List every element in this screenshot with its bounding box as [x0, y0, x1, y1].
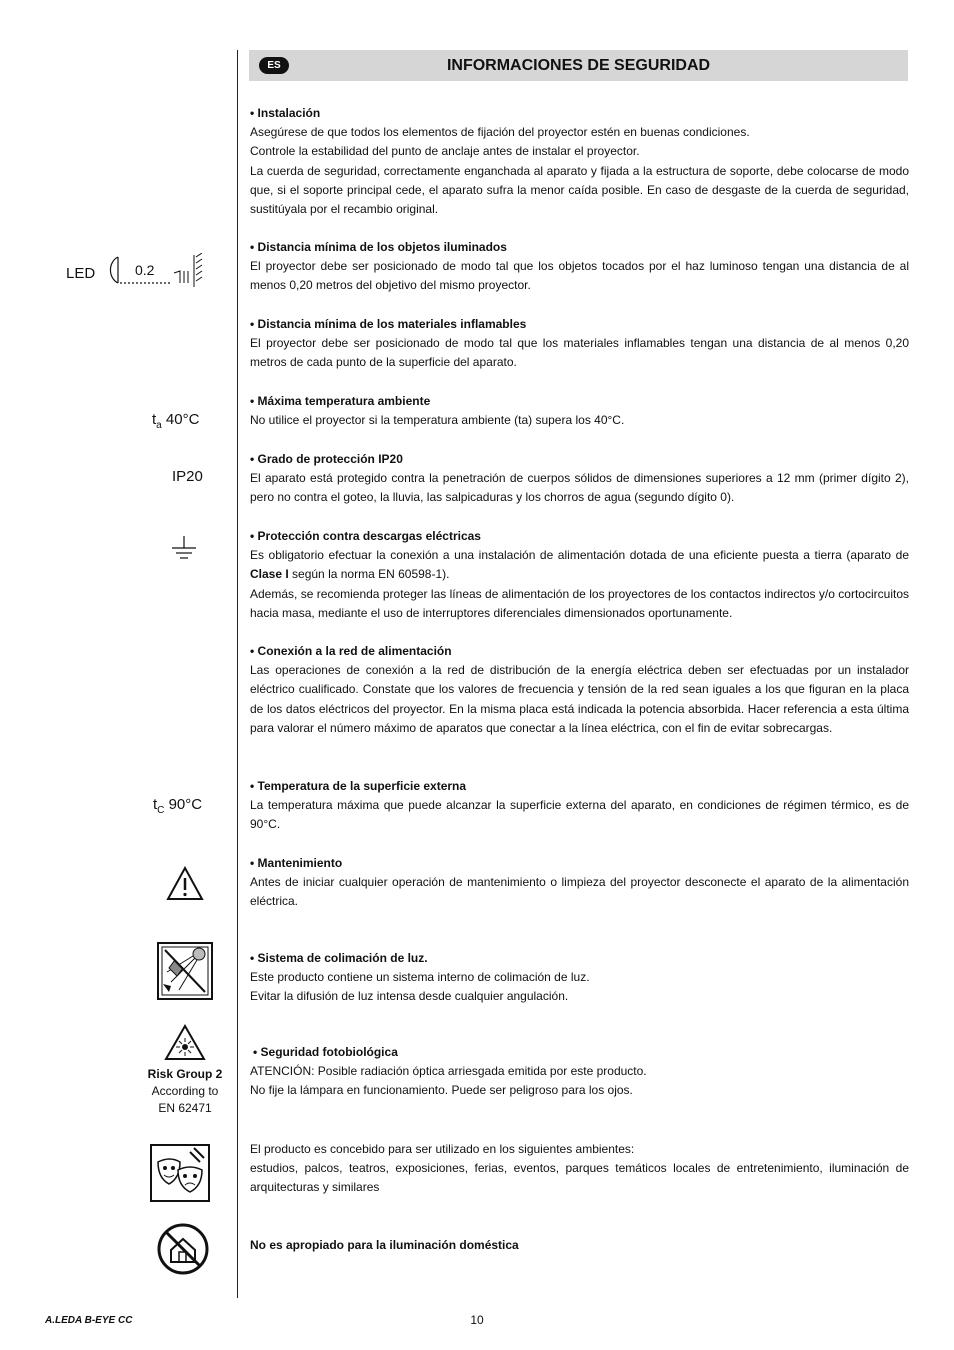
light-collimation-icon	[157, 942, 213, 1000]
section-instalacion	[250, 104, 909, 219]
section-conexion	[250, 642, 909, 738]
section-ambientes	[250, 1140, 909, 1198]
section-header	[249, 50, 908, 81]
footer-model: A.LEDA B-EYE CC	[45, 1315, 133, 1326]
tc-letter: t	[153, 796, 158, 813]
paragraph: El aparato está protegido contra la penetración de cuerpos sólidos de dimensiones superiores a 12 mm (primer dígito 2), pero no contra el goteo, la lluvia, las salpicaduras y los chorros de agua (segundo dígito 0).	[250, 471, 909, 505]
class-label: Clase I	[250, 567, 289, 582]
section-heading: No es apropiado para la iluminación doméstica	[250, 1238, 519, 1252]
page-number: 10	[470, 1313, 484, 1327]
led-distance-value: 0.2	[135, 262, 155, 278]
section-heading: • Conexión a la red de alimentación	[250, 644, 452, 658]
section-temp-ambiente	[250, 392, 909, 430]
paragraph: La temperatura máxima que puede alcanzar la superficie externa del aparato, en condiciones de régimen térmico, es de 90°C.	[250, 798, 909, 832]
not-for-domestic-use-icon	[156, 1222, 210, 1276]
section-heading: • Máxima temperatura ambiente	[250, 394, 431, 408]
ta-letter: t	[152, 411, 157, 428]
text-run: Es obligatorio efectuar la conexión a una instalación de alimentación dotada de una eficiente puesta a tierra (aparato de	[250, 548, 909, 563]
language-badge: ES	[259, 57, 289, 74]
led-distance-icon	[100, 253, 210, 289]
section-ip20	[250, 450, 909, 508]
section-heading: • Seguridad fotobiológica	[253, 1045, 398, 1059]
ip-rating-label: IP20	[172, 468, 203, 485]
ground-icon	[170, 536, 198, 564]
led-label: LED	[66, 265, 96, 282]
paragraph: ATENCIÓN: Posible radiación óptica arriesgada emitida por este producto.	[250, 1064, 647, 1079]
section-heading: • Temperatura de la superficie externa	[250, 779, 467, 793]
paragraph: Controle la estabilidad del punto de anclaje antes de instalar el proyector.	[250, 144, 640, 159]
risk-group-label: Risk Group 2	[147, 1067, 223, 1081]
ta-value: 40°C	[165, 411, 200, 428]
paragraph: La cuerda de seguridad, correctamente enganchada al aparato y fijada a la estructura de soporte, debe colocarse de modo que, si el soporte principal cede, el aparato sufra la menor caída posible. En caso de desgaste de la cuerda de seguridad, sustitúyala por el recambio original.	[250, 163, 909, 217]
paragraph: El proyector debe ser posicionado de modo tal que los materiales inflamables tengan una distancia de al menos 0,20 metros de cada punto de la superficie del aparato.	[250, 336, 909, 370]
paragraph: Evitar la difusión de luz intensa desde cualquier angulación.	[250, 989, 569, 1004]
page-title: INFORMACIONES DE SEGURIDAD	[446, 57, 711, 74]
section-domestica	[250, 1236, 909, 1255]
section-heading: • Instalación	[250, 106, 321, 120]
paragraph	[250, 546, 909, 584]
section-descargas	[250, 527, 909, 623]
according-to-label: According to	[151, 1084, 219, 1098]
section-heading: • Mantenimiento	[250, 856, 343, 870]
paragraph: Además, se recomienda proteger las líneas de alimentación de los proyectores de los contactos indirectos y/o cortocircuitos hacia masa, mediante el uso de interruptores diferenciales dimensionados oportunamente.	[250, 586, 909, 620]
paragraph: Antes de iniciar cualquier operación de mantenimiento o limpieza del proyector desconecte el aparato de la alimentación eléctrica.	[250, 875, 909, 909]
section-fotobiologica	[250, 1043, 909, 1101]
section-heading: • Distancia mínima de los objetos iluminados	[250, 240, 507, 254]
text-run: según la norma EN 60598-1).	[288, 567, 450, 582]
ta-subscript: a	[156, 420, 162, 431]
paragraph: Las operaciones de conexión a la red de distribución de la energía eléctrica deben ser efectuadas por un instalador eléctrico cualificado. Constate que los valores de frecuencia y tensión de la red sean iguales a los que figuran en la placa de los datos eléctricos del proyector. En la misma placa está indicada la potencia absorbida. Hacer referencia a esta última para valorar el número máximo de aparatos que conectar a la línea eléctrica, con el fin de evitar sobrecargas.	[250, 663, 909, 735]
section-colimacion	[250, 949, 909, 1007]
paragraph: El proyector debe ser posicionado de modo tal que los objetos tocados por el haz luminoso tengan una distancia de al menos 0,20 metros del objetivo del mismo proyector.	[250, 259, 909, 293]
tc-value: 90°C	[168, 796, 203, 813]
section-distancia-objetos	[250, 238, 909, 296]
section-heading: • Sistema de colimación de luz.	[250, 951, 428, 965]
paragraph: Asegúrese de que todos los elementos de fijación del proyector estén en buenas condiciones.	[250, 125, 750, 140]
section-heading: • Grado de protección IP20	[250, 452, 403, 466]
paragraph: Este producto contiene un sistema interno de colimación de luz.	[250, 970, 590, 985]
paragraph: El producto es concebido para ser utilizado en los siguientes ambientes:	[250, 1142, 635, 1156]
section-temp-superficie	[250, 777, 909, 835]
surface-temperature-symbol	[153, 796, 202, 816]
theatre-masks-icon	[150, 1144, 210, 1202]
paragraph: estudios, palcos, teatros, exposiciones, ferias, eventos, parques temáticos locales de entretenimiento, iluminación de arquitecturas y similares	[250, 1161, 909, 1195]
laser-radiation-icon	[164, 1024, 206, 1062]
section-mantenimiento	[250, 854, 909, 912]
ambient-temperature-symbol	[152, 411, 199, 431]
section-heading: • Distancia mínima de los materiales inflamables	[250, 317, 527, 331]
tc-subscript: C	[157, 805, 165, 816]
paragraph: No fije la lámpara en funcionamiento. Puede ser peligroso para los ojos.	[250, 1083, 633, 1098]
section-distancia-inflamables	[250, 315, 909, 373]
section-heading: • Protección contra descargas eléctricas	[250, 529, 481, 543]
standard-label: EN 62471	[158, 1101, 212, 1115]
paragraph: No utilice el proyector si la temperatura ambiente (ta) supera los 40°C.	[250, 413, 625, 428]
warning-icon	[166, 866, 204, 902]
